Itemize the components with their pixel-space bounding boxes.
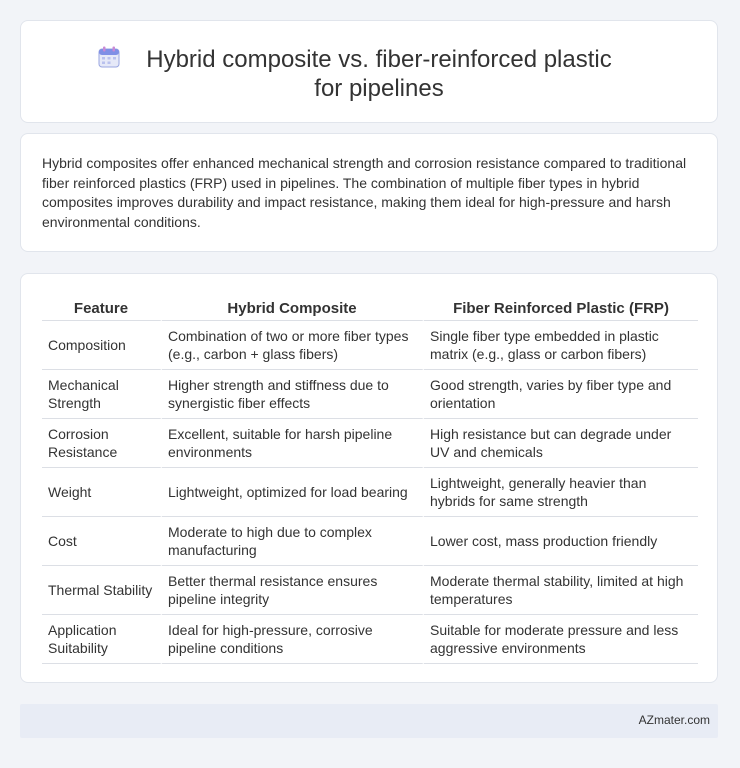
feature-cell: Mechanical Strength [42,370,162,419]
frp-cell: Suitable for moderate pressure and less aggressive environments [424,615,698,664]
header-frp: Fiber Reinforced Plastic (FRP) [424,294,698,321]
summary-card [20,133,718,252]
comparison-table [42,294,698,664]
table-row [42,468,698,517]
table-row [42,517,698,566]
feature-cell: Thermal Stability [42,566,162,615]
frp-cell: Moderate thermal stability, limited at high temperatures [424,566,698,615]
table-row [42,419,698,468]
hybrid-cell: Ideal for high-pressure, corrosive pipeline conditions [162,615,424,664]
footer-source-link[interactable]: AZmater.com [638,713,710,727]
footer-bar [20,704,718,738]
hybrid-cell: Lightweight, optimized for load bearing [162,468,424,517]
feature-cell: Application Suitability [42,615,162,664]
table-row [42,370,698,419]
frp-cell: Lower cost, mass production friendly [424,517,698,566]
feature-cell: Corrosion Resistance [42,419,162,468]
feature-cell: Weight [42,468,162,517]
hybrid-cell: Excellent, suitable for harsh pipeline environments [162,419,424,468]
table-header-row [42,294,698,321]
frp-cell: Lightweight, generally heavier than hybrids for same strength [424,468,698,517]
hybrid-cell: Combination of two or more fiber types (e.g., carbon + glass fibers) [162,321,424,370]
feature-cell: Cost [42,517,162,566]
title-card [20,20,718,123]
page-title: Hybrid composite vs. fiber-reinforced plastic for pipelines [146,46,612,102]
hybrid-cell: Higher strength and stiffness due to synergistic fiber effects [162,370,424,419]
table-row [42,321,698,370]
hybrid-cell: Moderate to high due to complex manufacturing [162,517,424,566]
comparison-table-card [20,273,718,683]
table-row [42,615,698,664]
frp-cell: Single fiber type embedded in plastic matrix (e.g., glass or carbon fibers) [424,321,698,370]
header-hybrid-composite: Hybrid Composite [162,294,424,321]
frp-cell: Good strength, varies by fiber type and orientation [424,370,698,419]
hybrid-cell: Better thermal resistance ensures pipeline integrity [162,566,424,615]
header-feature: Feature [42,294,162,321]
frp-cell: High resistance but can degrade under UV and chemicals [424,419,698,468]
summary-text: Hybrid composites offer enhanced mechanical strength and corrosion resistance compared to traditional fiber reinforced plastics (FRP) used in pipelines. The combination of multiple fiber types in hybrid composites improves durability and impact resistance, making them ideal for high-pressure and harsh environmental conditions. [42,155,687,230]
table-row [42,566,698,615]
feature-cell: Composition [42,321,162,370]
